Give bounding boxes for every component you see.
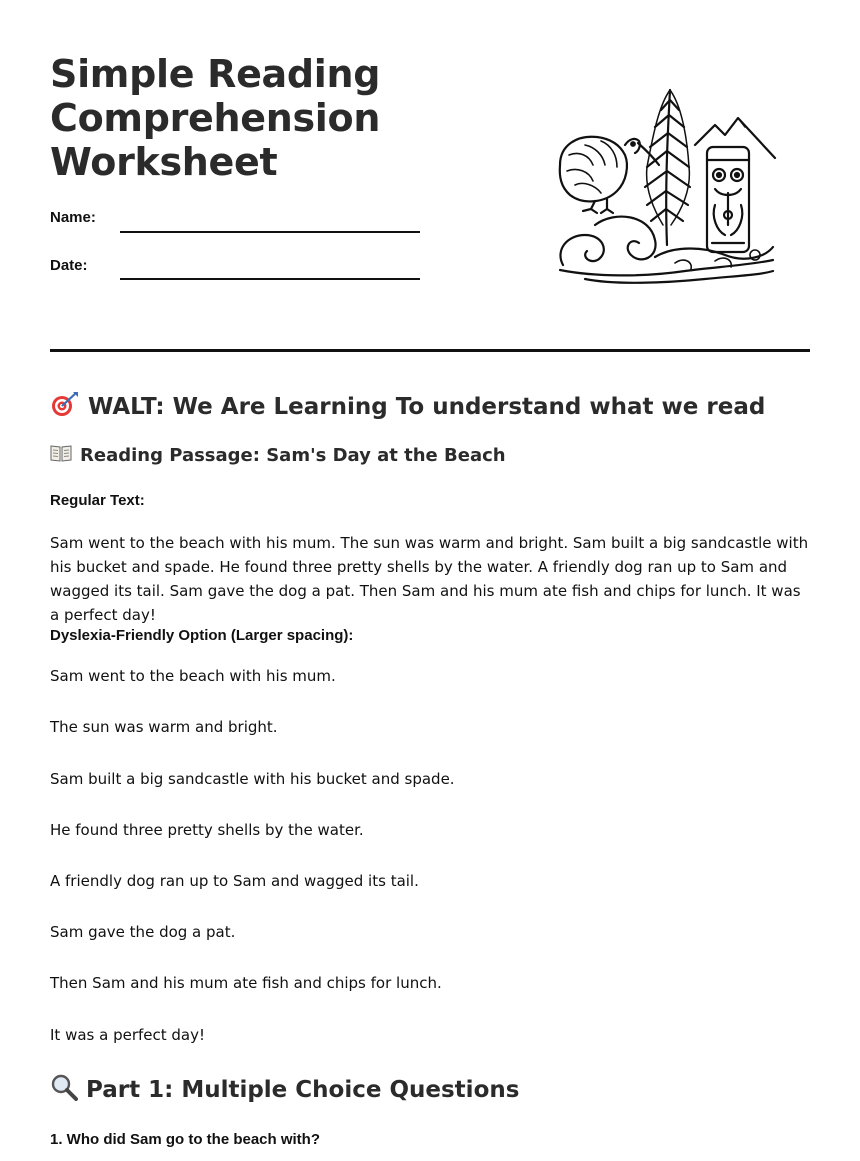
date-field[interactable]	[120, 278, 420, 280]
dyslexia-line: Sam went to the beach with his mum.	[50, 667, 336, 685]
title-line: Worksheet	[50, 140, 278, 184]
fern-icon	[645, 90, 690, 245]
target-icon	[50, 390, 80, 424]
dyslexia-line: A friendly dog ran up to Sam and wagged its tail.	[50, 872, 419, 890]
walt-text: WALT: We Are Learning To understand what we read	[88, 394, 766, 420]
regular-text-label: Regular Text:	[50, 492, 145, 509]
regular-passage: Sam went to the beach with his mum. The sun was warm and bright. Sam built a big sandcastle with his bucket and spade. He found three pretty shells by the water. A friendly dog ran up to Sam and wagged its tail. Sam gave the dog a pat. Then Sam and his mum ate fish and chips for lunch. It was a perfect day!	[50, 534, 809, 624]
carved-pou-icon	[707, 147, 749, 252]
dyslexia-label: Dyslexia-Friendly Option (Larger spacing):	[50, 627, 354, 644]
title-line: Simple Reading	[50, 52, 381, 96]
magnifying-glass-icon	[50, 1073, 78, 1107]
part1-heading	[50, 1073, 519, 1107]
passage-heading	[50, 444, 506, 467]
title-line: Comprehension	[50, 96, 381, 140]
kiwi-fern-pou-illustration	[555, 85, 780, 285]
dyslexia-line: The sun was warm and bright.	[50, 718, 278, 736]
dyslexia-line: Sam gave the dog a pat.	[50, 923, 236, 941]
question: 1. Who did Sam go to the beach with?	[50, 1131, 320, 1148]
date-label: Date:	[50, 257, 88, 274]
name-field[interactable]	[120, 231, 420, 233]
kiwi-bird-icon	[560, 137, 659, 213]
dyslexia-line: It was a perfect day!	[50, 1026, 206, 1044]
dyslexia-line: Then Sam and his mum ate fish and chips for lunch.	[50, 974, 442, 992]
page-title	[50, 52, 380, 184]
dyslexia-line: He found three pretty shells by the water.	[50, 821, 364, 839]
divider	[50, 349, 810, 352]
name-label: Name:	[50, 209, 96, 226]
book-icon	[50, 444, 72, 467]
passage-title: Reading Passage: Sam's Day at the Beach	[80, 445, 506, 466]
walt-heading	[50, 390, 765, 424]
part1-title: Part 1: Multiple Choice Questions	[86, 1077, 520, 1103]
dyslexia-line: Sam built a big sandcastle with his bucket and spade.	[50, 770, 455, 788]
